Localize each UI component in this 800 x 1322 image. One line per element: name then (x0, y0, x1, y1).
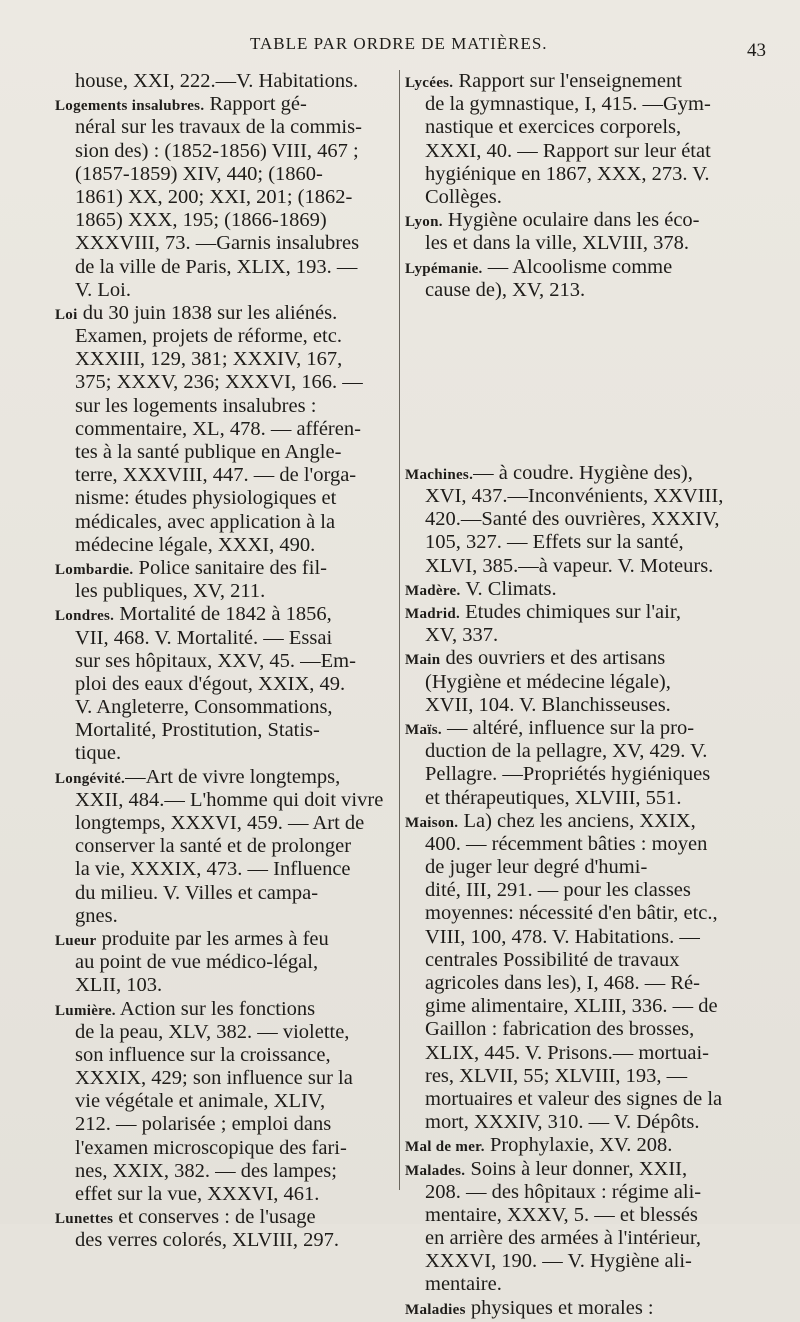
text-line: agricoles dans les), I, 468. — Ré- (425, 972, 700, 994)
entry-keyword: Madère. (405, 582, 461, 599)
entry-keyword: Maïs. (405, 721, 442, 738)
text-line: de la peau, XLV, 382. — violette, (75, 1020, 350, 1043)
text-line: du milieu. V. Villes et campa- (75, 881, 319, 904)
entry-text: physiques et morales : (465, 1296, 654, 1319)
text-line: au point de vue médico-légal, (75, 951, 319, 974)
text-line: effet sur la vue, XXXVI, 461. (75, 1183, 320, 1205)
index-entry (405, 256, 765, 302)
text-line: tique. (75, 742, 122, 765)
entry-text: des ouvriers et des artisans (440, 647, 666, 670)
entry-keyword: Lyon. (405, 214, 443, 231)
entry-keyword: Lombardie. (55, 561, 134, 578)
index-entry (55, 557, 385, 603)
entry-keyword: Londres. (55, 608, 115, 625)
text-line: 400. — récemment bâties : moyen (425, 832, 708, 855)
text-line: dité, III, 291. — pour les classes (425, 879, 691, 902)
text-line: nes, XXIX, 382. — des lampes; (75, 1159, 337, 1182)
text-line: XXXI, 40. — Rapport sur leur état (425, 139, 711, 162)
text-line: Examen, projets de réforme, etc. (75, 325, 342, 348)
text-line: mentaire, XXXV, 5. — et blessés (425, 1203, 698, 1226)
entry-text: V. Climats. (460, 577, 557, 600)
index-entry (405, 209, 765, 255)
index-entry (405, 70, 765, 209)
index-entry (405, 601, 765, 647)
text-line: XV, 337. (425, 624, 499, 647)
entry-keyword: Lumière. (55, 1002, 116, 1019)
entry-text: — à coudre. Hygiène des), (473, 461, 693, 484)
entry-keyword: Lunettes (55, 1211, 114, 1228)
text-line: XXXVIII, 73. —Garnis insalubres (75, 232, 360, 255)
entry-text: produite par les armes à feu (96, 927, 329, 950)
text-line: mortuaires et valeur des signes de la (425, 1087, 723, 1110)
text-line: commentaire, XL, 478. — afféren- (75, 417, 361, 440)
entry-keyword: Maison. (405, 814, 459, 831)
entry-text: La) chez les anciens, XXIX, (458, 809, 696, 832)
text-line: duction de la pellagre, XV, 429. V. (425, 740, 708, 763)
text-line: sion des) : (1852-1856) VIII, 467 ; (75, 139, 359, 162)
text-line: terre, XXXVIII, 447. — de l'orga- (75, 464, 357, 487)
text-line: hygiénique en 1867, XXX, 273. V. (425, 162, 710, 185)
text-line: XVI, 437.—Inconvénients, XXVIII, (425, 485, 724, 508)
text-line: 420.—Santé des ouvrières, XXXIV, (425, 508, 720, 531)
page-number: 43 (747, 40, 766, 61)
index-entry (55, 998, 385, 1207)
entry-keyword: Main (405, 652, 441, 669)
text-line: sur ses hôpitaux, XXV, 45. —Em- (75, 649, 356, 672)
text-line: 1861) XX, 200; XXI, 201; (1862- (75, 185, 353, 208)
entry-keyword: Maladies (405, 1301, 466, 1318)
text-line: médecine légale, XXXI, 490. (75, 533, 316, 556)
running-head (0, 30, 800, 60)
text-line: en arrière des armées à l'intérieur, (425, 1227, 702, 1250)
index-entry (405, 578, 765, 601)
text-line: nisme: études physiologiques et (75, 487, 337, 510)
entry-text: Action sur les fonctions (115, 997, 316, 1020)
entry-text: — altéré, influence sur la pro- (441, 716, 695, 739)
text-line: cause de), XV, 213. (425, 278, 586, 301)
text-line: des verres colorés, XLVIII, 297. (75, 1229, 339, 1252)
page-title: TABLE PAR ORDRE DE MATIÈRES. (250, 34, 548, 53)
index-entry (55, 928, 385, 998)
faded-text-area (405, 302, 765, 462)
text-line: néral sur les travaux de la commis- (75, 116, 362, 139)
text-line: l'examen microscopique des fari- (75, 1136, 347, 1159)
text-line: house, XXI, 222.—V. Habitations. (75, 70, 359, 92)
index-entry (405, 1297, 765, 1320)
entry-keyword: Malades. (405, 1162, 466, 1179)
text-line: moyennes: nécessité d'en bâtir, etc., (425, 902, 718, 925)
text-line: mort, XXXIV, 310. — V. Dépôts. (425, 1111, 700, 1134)
text-line: XLIX, 445. V. Prisons.— mortuai- (425, 1041, 709, 1064)
text-line: de la gymnastique, I, 415. —Gym- (425, 93, 711, 116)
right-column (405, 70, 765, 1320)
text-line: de la ville de Paris, XLIX, 193. — (75, 255, 358, 278)
index-entry (55, 1206, 385, 1252)
entry-keyword: Lypémanie. (405, 260, 483, 277)
entry-text: Mortalité de 1842 à 1856, (114, 603, 332, 626)
entry-keyword: Logements insalubres. (55, 98, 205, 115)
text-line: de juger leur degré d'humi- (425, 856, 648, 879)
index-entry (405, 810, 765, 1135)
text-line: XXXIX, 429; son influence sur la (75, 1067, 353, 1090)
entry-text: Soins à leur donner, XXII, (465, 1157, 688, 1180)
text-line: V. Angleterre, Consommations, (75, 696, 333, 719)
text-line: 208. — des hôpitaux : régime ali- (425, 1180, 702, 1203)
text-line: sur les logements insalubres : (75, 394, 317, 417)
index-entry (405, 717, 765, 810)
text-line: Pellagre. —Propriétés hygiéniques (425, 763, 711, 786)
entry-text: Prophylaxie, XV. 208. (484, 1134, 673, 1157)
text-line: res, XLVII, 55; XLVIII, 193, — (425, 1064, 688, 1087)
text-line: médicales, avec application à la (75, 510, 336, 533)
index-entry (405, 462, 765, 578)
text-line: Collèges. (425, 185, 502, 208)
entry-text: Rapport gé- (204, 93, 307, 116)
text-line: 1865) XXX, 195; (1866-1869) (75, 209, 327, 232)
text-line: nastique et exercices corporels, (425, 116, 682, 139)
index-entry (55, 603, 385, 765)
entry-keyword: Lycées. (405, 75, 454, 91)
text-line: XXXIII, 129, 381; XXXIV, 167, (75, 348, 343, 371)
index-entry (55, 302, 385, 557)
text-line: longtemps, XXXVI, 459. — Art de (75, 812, 365, 834)
text-line: XVII, 104. V. Blanchisseuses. (425, 693, 671, 716)
index-entry (55, 93, 385, 302)
entry-text: — Alcoolisme comme (482, 255, 673, 278)
index-entry (405, 1134, 765, 1157)
text-line: XXII, 484.— L'homme qui doit vivre (75, 788, 384, 811)
entry-text: —Art de vivre longtemps, (125, 765, 341, 788)
left-column (55, 70, 385, 1253)
text-line: son influence sur la croissance, (75, 1043, 331, 1066)
text-line: XLII, 103. (75, 974, 163, 997)
text-line: 105, 327. — Effets sur la santé, (425, 531, 684, 554)
text-line: mentaire. (425, 1273, 502, 1296)
text-line: Gaillon : fabrication des brosses, (425, 1018, 695, 1041)
text-line: et thérapeutiques, XLVIII, 551. (425, 786, 682, 809)
text-line: (Hygiène et médecine légale), (425, 670, 671, 693)
text-line: vie végétale et animale, XLIV, (75, 1090, 326, 1113)
entry-keyword: Mal de mer. (405, 1139, 485, 1156)
entry-keyword: Madrid. (405, 606, 461, 622)
text-line: conserver la santé et de prolonger (75, 835, 352, 858)
text-line: 212. — polarisée ; emploi dans (75, 1113, 332, 1136)
index-entry (55, 766, 385, 928)
entry-keyword: Lueur (55, 932, 97, 949)
entry-text: Hygiène oculaire dans les éco- (442, 209, 700, 232)
index-entry (405, 647, 765, 717)
text-line: gime alimentaire, XLIII, 336. — de (425, 995, 718, 1018)
text-line: tes à la santé publique en Angle- (75, 441, 342, 463)
column-divider (399, 70, 400, 1190)
text-line: les publiques, XV, 211. (75, 580, 266, 603)
text-line: les et dans la ville, XLVIII, 378. (425, 232, 689, 255)
text-line: (1857-1859) XIV, 440; (1860- (75, 162, 323, 185)
text-line: V. Loi. (75, 278, 132, 301)
text-line: la vie, XXXIX, 473. — Influence (75, 858, 351, 881)
text-line: VIII, 100, 478. V. Habitations. — (425, 925, 700, 948)
text-line: 375; XXXV, 236; XXXVI, 166. — (75, 371, 363, 394)
entry-text: Etudes chimiques sur l'air, (460, 601, 681, 623)
text-line: XLVI, 385.—à vapeur. V. Moteurs. (425, 554, 714, 577)
text-line: XXXVI, 190. — V. Hygiène ali- (425, 1250, 692, 1273)
index-entry (405, 1158, 765, 1297)
entry-text: Police sanitaire des fil- (133, 556, 327, 579)
entry-keyword: Longévité. (55, 770, 126, 787)
entry-text: Rapport sur l'enseignement (453, 70, 682, 92)
entry-text: et conserves : de l'usage (113, 1206, 316, 1229)
text-line: gnes. (75, 904, 118, 927)
text-line: ploi des eaux d'égout, XXIX, 49. (75, 672, 346, 695)
entry-keyword: Machines. (405, 466, 474, 483)
entry-text: du 30 juin 1838 sur les aliénés. (77, 301, 338, 324)
text-line: VII, 468. V. Mortalité. — Essai (75, 626, 333, 649)
text-line: centrales Possibilité de travaux (425, 948, 680, 971)
text-line: Mortalité, Prostitution, Statis- (75, 719, 320, 742)
entry-keyword: Loi (55, 306, 78, 323)
